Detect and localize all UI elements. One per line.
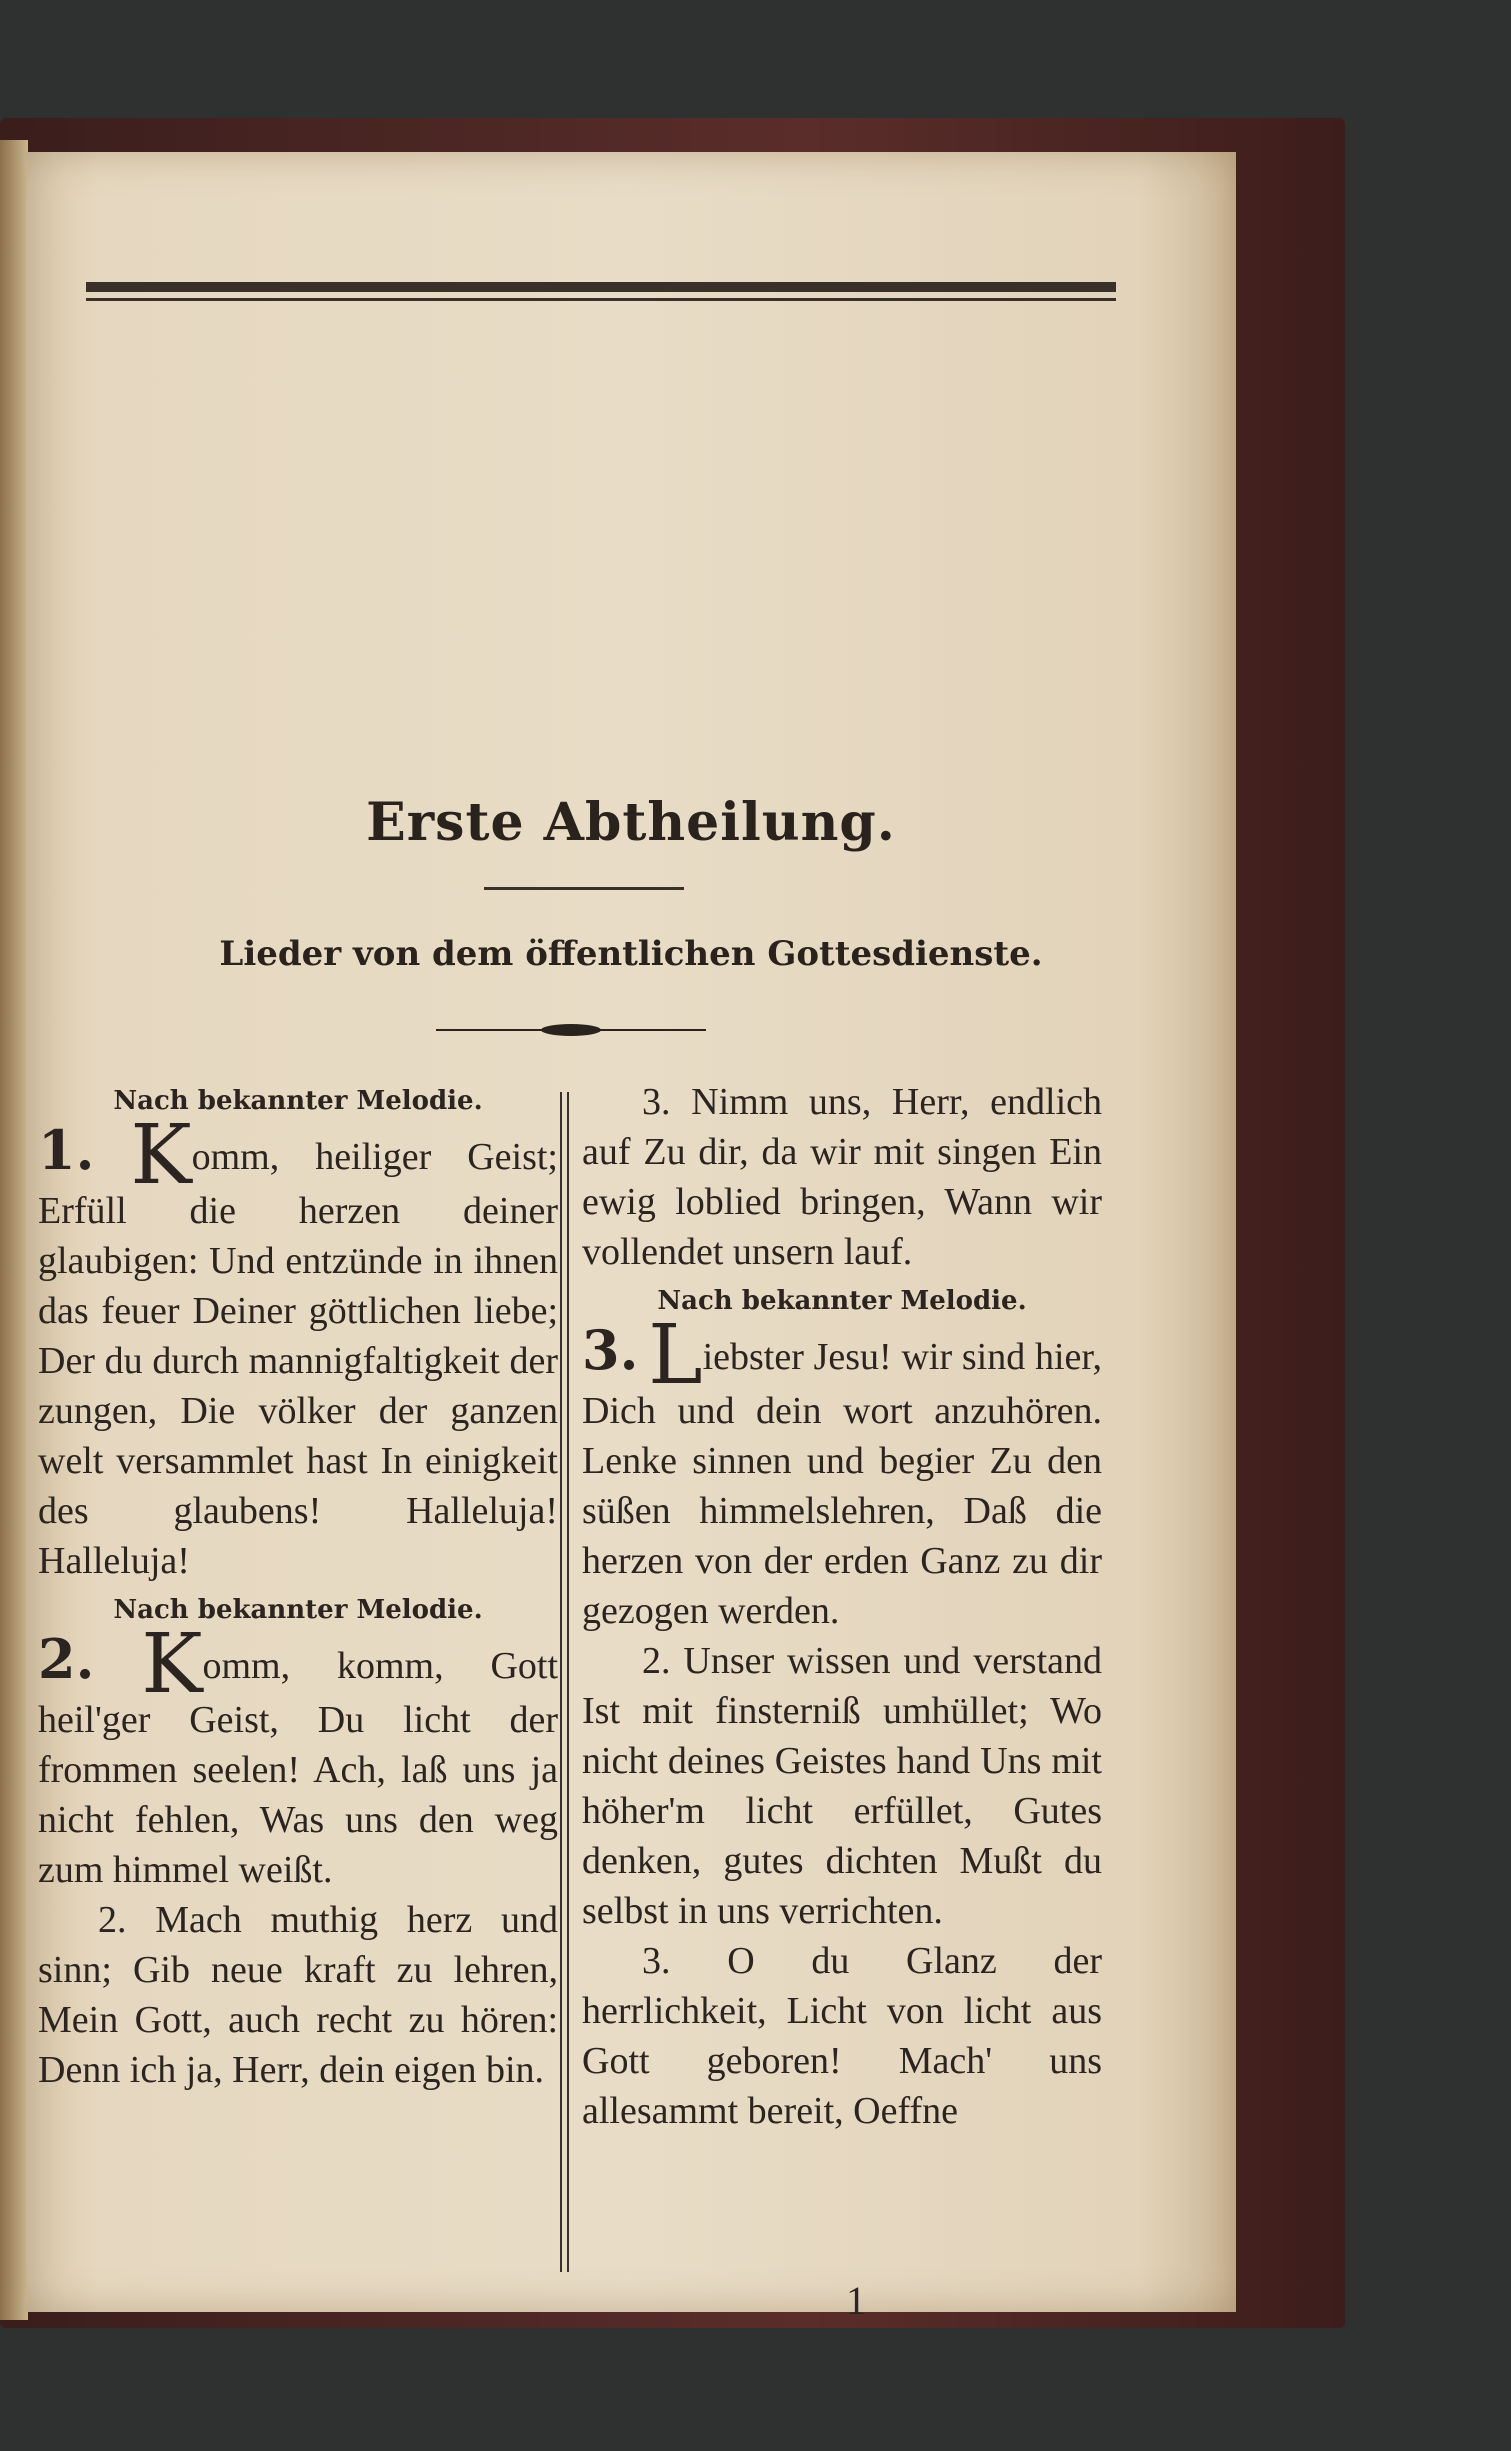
melody-note: Nach bekannter Melodie. (113, 1595, 483, 1625)
hymn-verse: 3. O du Glanz der herrlichkeit, Licht von licht aus Gott geboren! Mach' uns allesammt bereit, Oeffne (582, 1940, 1102, 2132)
column-divider-left (560, 1092, 562, 2272)
right-column (582, 1077, 1102, 2136)
hymn-2 (38, 1617, 558, 1895)
hymn-number: 3. (582, 1318, 639, 1382)
header-rule-thick (86, 282, 1116, 292)
drop-initial: K (141, 1617, 203, 1712)
previous-page-edge (0, 140, 28, 2320)
drop-initial: L (648, 1308, 703, 1403)
header-rule-thin (86, 298, 1116, 301)
melody-note: Nach bekannter Melodie. (657, 1286, 1027, 1316)
hymn-verse: 2. Unser wissen und verstand Ist mit finsterniß umhüllet; Wo nicht deines Geistes hand Uns mit höher'm licht erfüllet, Gutes denken, gutes dichten Mußt du selbst in uns verrichten. (582, 1640, 1102, 1932)
column-divider-right (567, 1092, 569, 2272)
hymn-verse: 3. Nimm uns, Herr, endlich auf Zu dir, da wir mit singen Ein ewig loblied bringen, Wann wir vollendet unsern lauf. (582, 1081, 1102, 1273)
ornament-svg (436, 1020, 706, 1040)
hymn-text: iebster Jesu! wir sind hier, Dich und dein wort anzuhören. Lenke sinnen und begier Zu den süßen himmelslehren, Daß die herzen von der erden Ganz zu dir gezogen werden. (582, 1336, 1102, 1632)
left-column (38, 1077, 558, 2095)
hymn-text: omm, komm, Gott heil'ger Geist, Du licht der frommen seelen! Ach, laß uns ja nicht fehlen, Was uns den weg zum himmel weißt. (38, 1645, 558, 1891)
book-page (26, 152, 1236, 2323)
hymn-verse: 2. Mach muthig herz und sinn; Gib neue kraft zu lehren, Mein Gott, auch recht zu hören: Denn ich ja, Herr, dein eigen bin. (38, 1899, 558, 2091)
hymn-1 (38, 1108, 558, 1586)
hymn-number: 1. (38, 1118, 95, 1182)
hymn-text: omm, heiliger Geist; Erfüll die herzen deiner glaubigen: Und entzünde in ihnen das feuer Deiner göttlichen liebe; Der du durch mannigfaltigkeit der zungen, Die völker der ganzen welt versammlet hast In einigkeit des glaubens! Halleluja! Halleluja! (38, 1136, 558, 1582)
section-title: Erste Abtheilung. (366, 792, 896, 853)
drop-initial: K (130, 1108, 192, 1203)
melody-note: Nach bekannter Melodie. (113, 1086, 483, 1116)
hymn-3 (582, 1308, 1102, 1636)
hymn-number: 2. (38, 1627, 95, 1691)
title-rule (484, 887, 684, 890)
ornament-divider (436, 1020, 706, 1041)
page-number: 1 (846, 2278, 866, 2323)
section-subtitle: Lieder von dem öffentlichen Gottesdienste. (219, 934, 1043, 974)
